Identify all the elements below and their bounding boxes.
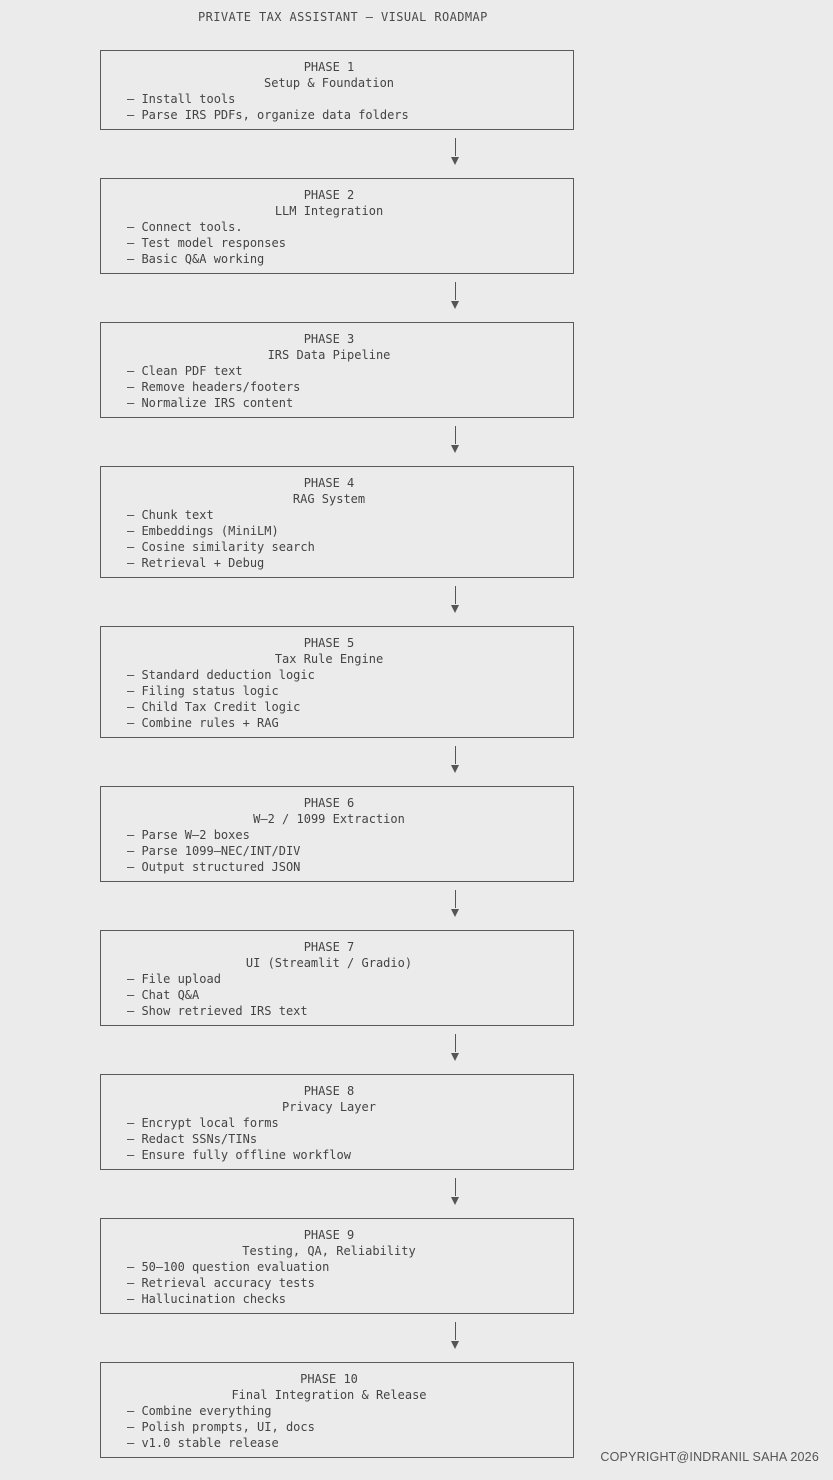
phase-item: – Combine rules + RAG bbox=[127, 716, 279, 730]
phase-item: – 50–100 question evaluation bbox=[127, 1260, 330, 1274]
phase-name: Setup & Foundation bbox=[263, 76, 395, 90]
phase-item: – Polish prompts, UI, docs bbox=[127, 1420, 315, 1434]
copyright-notice: COPYRIGHT@INDRANIL SAHA 2026 bbox=[600, 1450, 819, 1464]
phase-10-box bbox=[100, 1362, 574, 1458]
phase-3-box bbox=[100, 322, 574, 418]
phase-9-box bbox=[100, 1218, 574, 1314]
down-arrow-icon bbox=[450, 586, 462, 620]
phase-item: – Parse W–2 boxes bbox=[127, 828, 250, 842]
phase-name: W–2 / 1099 Extraction bbox=[253, 812, 405, 826]
phase-8-box bbox=[100, 1074, 574, 1170]
phase-item: – Encrypt local forms bbox=[127, 1116, 279, 1130]
phase-item: – File upload bbox=[127, 972, 221, 986]
phase-5-box bbox=[100, 626, 574, 738]
phase-label: PHASE 7 bbox=[303, 940, 355, 954]
phase-name: Privacy Layer bbox=[282, 1100, 376, 1114]
phase-item: – Retrieval accuracy tests bbox=[127, 1276, 315, 1290]
down-arrow-icon bbox=[450, 282, 462, 316]
phase-name: Final Integration & Release bbox=[231, 1388, 427, 1402]
phase-item: – Chunk text bbox=[127, 508, 214, 522]
phase-item: – Basic Q&A working bbox=[127, 252, 265, 266]
phase-label: PHASE 4 bbox=[303, 476, 355, 490]
phase-item: – Hallucination checks bbox=[127, 1292, 286, 1306]
down-arrow-icon bbox=[450, 426, 462, 460]
phase-name: RAG System bbox=[292, 492, 366, 506]
phase-item: – Chat Q&A bbox=[127, 988, 200, 1002]
phase-label: PHASE 2 bbox=[303, 188, 355, 202]
phase-item: – Child Tax Credit logic bbox=[127, 700, 301, 714]
phase-item: – Standard deduction logic bbox=[127, 668, 315, 682]
phase-name: IRS Data Pipeline bbox=[267, 348, 391, 362]
down-arrow-icon bbox=[450, 1178, 462, 1212]
phase-item: – Parse IRS PDFs, organize data folders bbox=[127, 108, 409, 122]
down-arrow-icon bbox=[450, 890, 462, 924]
phase-item: – Embeddings (MiniLM) bbox=[127, 524, 279, 538]
phase-item: – Clean PDF text bbox=[127, 364, 243, 378]
phase-item: – Output structured JSON bbox=[127, 860, 301, 874]
phase-name: Tax Rule Engine bbox=[274, 652, 384, 666]
phase-item: – Ensure fully offline workflow bbox=[127, 1148, 351, 1162]
phase-6-box bbox=[100, 786, 574, 882]
roadmap-title: PRIVATE TAX ASSISTANT — VISUAL ROADMAP bbox=[198, 10, 488, 24]
phase-item: – Connect tools. bbox=[127, 220, 243, 234]
phase-name: LLM Integration bbox=[274, 204, 384, 218]
phase-name: Testing, QA, Reliability bbox=[242, 1244, 416, 1258]
down-arrow-icon bbox=[450, 1322, 462, 1356]
phase-item: – Filing status logic bbox=[127, 684, 279, 698]
phase-item: – Combine everything bbox=[127, 1404, 272, 1418]
phase-name: UI (Streamlit / Gradio) bbox=[245, 956, 413, 970]
phase-item: – Cosine similarity search bbox=[127, 540, 315, 554]
phase-1-box bbox=[100, 50, 574, 130]
phase-label: PHASE 9 bbox=[303, 1228, 355, 1242]
phase-label: PHASE 5 bbox=[303, 636, 355, 650]
phase-item: – Remove headers/footers bbox=[127, 380, 301, 394]
phase-label: PHASE 6 bbox=[303, 796, 355, 810]
down-arrow-icon bbox=[450, 138, 462, 172]
phase-2-box bbox=[100, 178, 574, 274]
phase-item: – Show retrieved IRS text bbox=[127, 1004, 308, 1018]
phase-item: – v1.0 stable release bbox=[127, 1436, 279, 1450]
phase-label: PHASE 3 bbox=[303, 332, 355, 346]
phase-item: – Parse 1099–NEC/INT/DIV bbox=[127, 844, 301, 858]
phase-label: PHASE 10 bbox=[300, 1372, 358, 1386]
phase-7-box bbox=[100, 930, 574, 1026]
down-arrow-icon bbox=[450, 746, 462, 780]
phase-item: – Test model responses bbox=[127, 236, 286, 250]
phase-item: – Install tools bbox=[127, 92, 236, 106]
phase-label: PHASE 1 bbox=[303, 60, 355, 74]
phase-item: – Retrieval + Debug bbox=[127, 556, 265, 570]
phase-label: PHASE 8 bbox=[303, 1084, 355, 1098]
phase-4-box bbox=[100, 466, 574, 578]
phase-item: – Redact SSNs/TINs bbox=[127, 1132, 258, 1146]
down-arrow-icon bbox=[450, 1034, 462, 1068]
phase-item: – Normalize IRS content bbox=[127, 396, 294, 410]
